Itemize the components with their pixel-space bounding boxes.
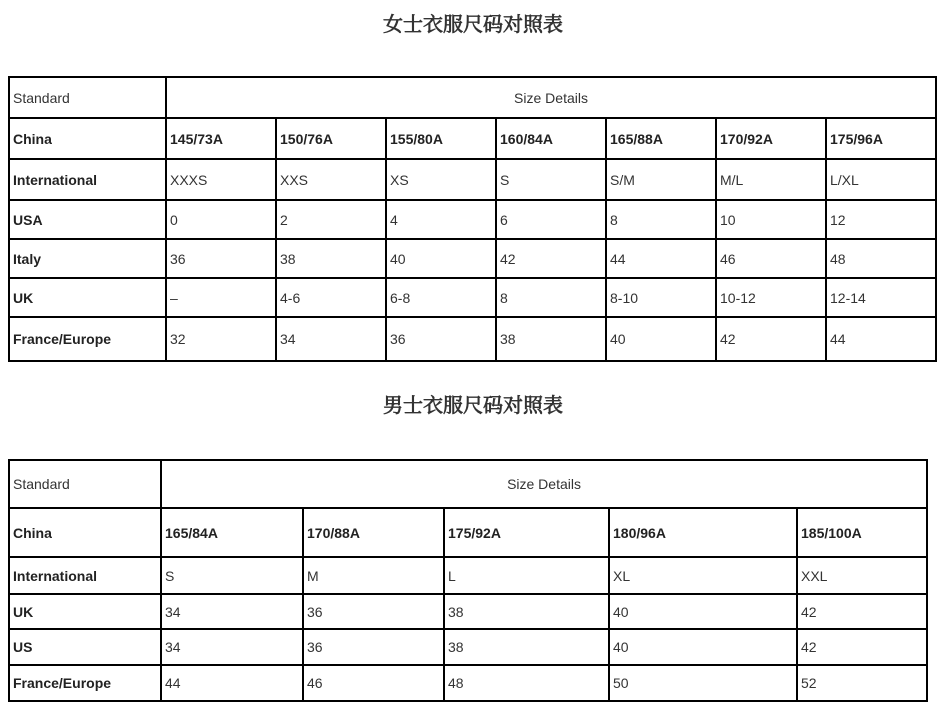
size-cell: 145/73A (166, 118, 276, 159)
size-cell: 40 (606, 317, 716, 361)
size-cell: L/XL (826, 159, 936, 200)
table-row (9, 317, 936, 361)
size-cell: 175/96A (826, 118, 936, 159)
size-cell: S (161, 557, 303, 594)
size-cell: 0 (166, 200, 276, 239)
table-row (9, 629, 927, 665)
size-cell: 52 (797, 665, 927, 701)
size-cell: 38 (444, 629, 609, 665)
standard-header: Standard (9, 77, 166, 118)
size-cell: XXXS (166, 159, 276, 200)
table-row (9, 200, 936, 239)
size-cell: 40 (609, 629, 797, 665)
size-cell: M/L (716, 159, 826, 200)
size-cell: 150/76A (276, 118, 386, 159)
table-row (9, 594, 927, 629)
size-cell: 8 (606, 200, 716, 239)
standard-header: Standard (9, 460, 161, 508)
row-label: International (9, 557, 161, 594)
size-cell: 38 (276, 239, 386, 278)
size-cell: S/M (606, 159, 716, 200)
size-cell: 12 (826, 200, 936, 239)
women-size-table (8, 76, 937, 362)
size-cell: 44 (606, 239, 716, 278)
size-cell: 38 (496, 317, 606, 361)
women-size-chart-title: 女士衣服尺码对照表 (383, 12, 563, 36)
row-label: USA (9, 200, 166, 239)
size-cell: 12-14 (826, 278, 936, 317)
size-cell: 8-10 (606, 278, 716, 317)
size-cell: 165/84A (161, 508, 303, 557)
size-cell: 165/88A (606, 118, 716, 159)
size-cell: M (303, 557, 444, 594)
size-cell: XXS (276, 159, 386, 200)
row-label: France/Europe (9, 317, 166, 361)
size-cell: 6-8 (386, 278, 496, 317)
size-cell: 34 (161, 629, 303, 665)
size-cell: 38 (444, 594, 609, 629)
size-cell: – (166, 278, 276, 317)
table-header-row (9, 77, 936, 118)
table-row (9, 508, 927, 557)
size-cell: 180/96A (609, 508, 797, 557)
size-cell: 36 (303, 629, 444, 665)
size-cell: 155/80A (386, 118, 496, 159)
table-row (9, 278, 936, 317)
size-cell: 32 (166, 317, 276, 361)
size-cell: 46 (303, 665, 444, 701)
size-cell: 40 (609, 594, 797, 629)
size-cell: XXL (797, 557, 927, 594)
table-row (9, 159, 936, 200)
size-cell: 40 (386, 239, 496, 278)
size-cell: 170/92A (716, 118, 826, 159)
table-row (9, 239, 936, 278)
row-label: China (9, 508, 161, 557)
table-row (9, 557, 927, 594)
size-cell: 34 (161, 594, 303, 629)
size-cell: 50 (609, 665, 797, 701)
size-cell: 6 (496, 200, 606, 239)
size-cell: 44 (826, 317, 936, 361)
size-cell: 48 (826, 239, 936, 278)
size-cell: 10 (716, 200, 826, 239)
row-label: International (9, 159, 166, 200)
size-cell: 42 (716, 317, 826, 361)
size-cell: 4-6 (276, 278, 386, 317)
size-cell: 185/100A (797, 508, 927, 557)
size-details-header: Size Details (161, 460, 927, 508)
size-cell: 34 (276, 317, 386, 361)
size-cell: 160/84A (496, 118, 606, 159)
row-label: China (9, 118, 166, 159)
men-size-chart-title: 男士衣服尺码对照表 (383, 393, 563, 417)
size-cell: S (496, 159, 606, 200)
men-size-table (8, 459, 928, 702)
size-cell: 42 (797, 629, 927, 665)
size-cell: 36 (166, 239, 276, 278)
size-cell: 8 (496, 278, 606, 317)
row-label: UK (9, 278, 166, 317)
size-cell: 42 (797, 594, 927, 629)
size-cell: XL (609, 557, 797, 594)
size-cell: 48 (444, 665, 609, 701)
size-cell: 46 (716, 239, 826, 278)
size-cell: 42 (496, 239, 606, 278)
size-cell: 44 (161, 665, 303, 701)
size-cell: 10-12 (716, 278, 826, 317)
row-label: Italy (9, 239, 166, 278)
row-label: US (9, 629, 161, 665)
table-row (9, 118, 936, 159)
size-cell: 36 (303, 594, 444, 629)
table-header-row (9, 460, 927, 508)
size-cell: 4 (386, 200, 496, 239)
size-cell: L (444, 557, 609, 594)
size-cell: 170/88A (303, 508, 444, 557)
size-cell: 175/92A (444, 508, 609, 557)
size-cell: XS (386, 159, 496, 200)
size-cell: 2 (276, 200, 386, 239)
row-label: France/Europe (9, 665, 161, 701)
size-cell: 36 (386, 317, 496, 361)
size-details-header: Size Details (166, 77, 936, 118)
row-label: UK (9, 594, 161, 629)
table-row (9, 665, 927, 701)
